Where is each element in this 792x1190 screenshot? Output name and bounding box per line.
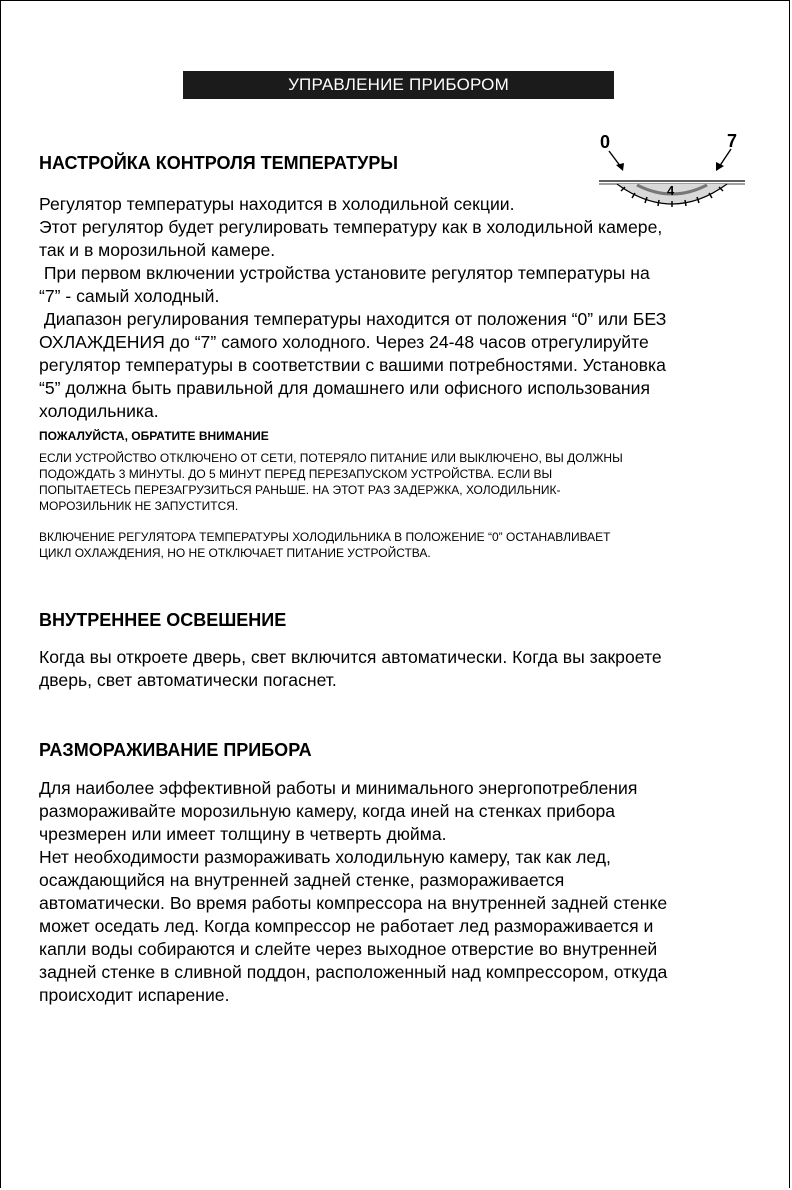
text-line: регулятор температуры в соответствии с вашими потребностями. Установка — [39, 355, 666, 375]
notice-paragraph-2 — [39, 529, 759, 561]
text-line: Для наиболее эффективной работы и минимального энергопотребления — [39, 778, 638, 798]
text-line: так и в морозильной камере. — [39, 240, 276, 260]
text-line: “7” - самый холодный. — [39, 286, 220, 306]
text-line: задней стенке в сливной поддон, расположенный над компрессором, откуда — [39, 962, 668, 982]
text-line: автоматически. Во время работы компрессора на внутренней задней стенке — [39, 893, 668, 913]
text-line: При первом включении устройства установите регулятор температуры на — [39, 263, 650, 283]
page-title: УПРАВЛЕНИЕ ПРИБОРОМ — [183, 71, 614, 99]
text-line: может оседать лед. Когда компрессор не работает лед размораживается и — [39, 916, 654, 936]
text-line: размораживайте морозильную камеру, когда иней на стенках прибора — [39, 801, 616, 821]
notice-heading: ПОЖАЛУЙСТА, ОБРАТИТЕ ВНИМАНИЕ — [39, 429, 269, 443]
text-line: происходит испарение. — [39, 985, 230, 1005]
text-line: ЕСЛИ УСТРОЙСТВО ОТКЛЮЧЕНО ОТ СЕТИ, ПОТЕРЯЛО ПИТАНИЕ ИЛИ ВЫКЛЮЧЕНО, ВЫ ДОЛЖНЫ — [39, 451, 623, 465]
dial-label-min: 0 — [600, 132, 611, 152]
text-line: ВКЛЮЧЕНИЕ РЕГУЛЯТОРА ТЕМПЕРАТУРЫ ХОЛОДИЛЬНИКА В ПОЛОЖЕНИЕ “0” ОСТАНАВЛИВАЕТ — [39, 530, 611, 544]
text-line: Диапазон регулирования температуры находится от положения “0” или БЕЗ — [39, 309, 667, 329]
temperature-heading: НАСТРОЙКА КОНТРОЛЯ ТЕМПЕРАТУРЫ — [39, 153, 398, 173]
text-line: ПОДОЖДАТЬ 3 МИНУТЫ. ДО 5 МИНУТ ПЕРЕД ПЕРЕЗАПУСКОМ УСТРОЙСТВА. ЕСЛИ ВЫ — [39, 467, 553, 481]
text-line: ЦИКЛ ОХЛАЖДЕНИЯ, НО НЕ ОТКЛЮЧАЕТ ПИТАНИЕ УСТРОЙСТВА. — [39, 546, 431, 560]
defrost-heading: РАЗМОРАЖИВАНИЕ ПРИБОРА — [39, 740, 312, 760]
text-line: Регулятор температуры находится в холодильной секции. — [39, 194, 515, 214]
lighting-heading: ВНУТРЕННЕЕ ОСВЕШЕНИЕ — [39, 610, 287, 630]
text-line: МОРОЗИЛЬНИК НЕ ЗАПУСТИТСЯ. — [39, 499, 239, 513]
lighting-text — [39, 646, 764, 692]
text-line: ОХЛАЖДЕНИЯ до “7” самого холодного. Через 24-48 часов отрегулируйте — [39, 332, 649, 352]
text-line: Когда вы откроете дверь, свет включится автоматически. Когда вы закроете — [39, 647, 662, 667]
text-line: капли воды собираются и слейте через выходное отверстие во внутренней — [39, 939, 658, 959]
text-line: ПОПЫТАЕТЕСЬ ПЕРЕЗАГРУЗИТЬСЯ РАНЬШЕ. НА ЭТОТ РАЗ ЗАДЕРЖКА, ХОЛОДИЛЬНИК- — [39, 483, 561, 497]
dial-label-mid: 4 — [667, 183, 675, 198]
notice-paragraph-1 — [39, 450, 759, 514]
defrost-text — [39, 777, 764, 1007]
text-line: чрезмерен или имеет толщину в четверть дюйма. — [39, 824, 447, 844]
temperature-text — [39, 193, 764, 423]
dial-label-max: 7 — [727, 131, 738, 151]
text-line: холодильника. — [39, 401, 159, 421]
text-line: Нет необходимости размораживать холодильную камеру, так как лед, — [39, 847, 611, 867]
text-line: дверь, свет автоматически погаснет. — [39, 670, 337, 690]
text-line: “5” должна быть правильной для домашнего или офисного использования — [39, 378, 650, 398]
text-line: Этот регулятор будет регулировать температуру как в холодильной камере, — [39, 217, 663, 237]
text-line: осаждающийся на внутренней задней стенке, размораживается — [39, 870, 565, 890]
